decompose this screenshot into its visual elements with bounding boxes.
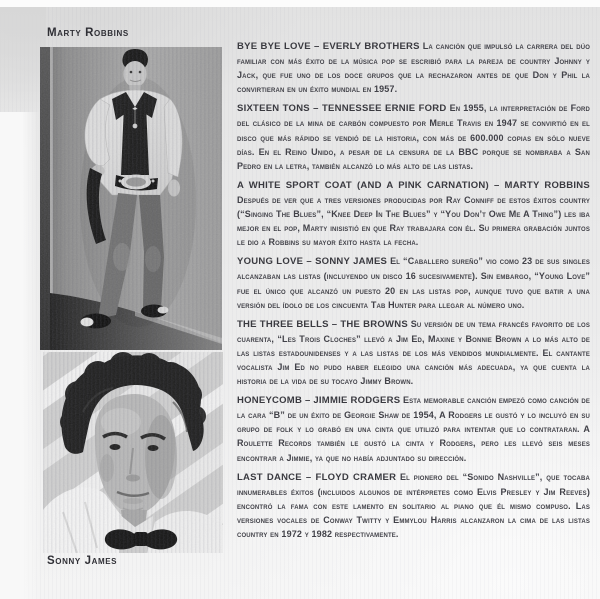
- song-title: YOUNG LOVE – SONNY JAMES: [237, 256, 388, 268]
- song-description: Después de ver que a tres versiones producidas por Ray Conniff de estos éxitos country (“Singing The Blues”, “Knee Deep In The Blues” y “You Don’t Owe Me A Thing”) les iba mejor en el pop, Marty inisistió en que Ray trabajara con él. Su primera grabación juntos le dio a Robbins su mayor éxito hasta la fecha.: [237, 194, 590, 248]
- song-title: LAST DANCE – FLOYD CRAMER: [237, 471, 397, 483]
- song-entry-sixteen-tons: [237, 101, 590, 172]
- song-description: En 1955, la interpretación de Ford del clásico de la mina de carbón compuesto por Merle Travis en 1947 se convirtió en el disco que más rápido se vendió de la historia, con más de 600.000 copias en sólo nueve días. En el Reino Unido, a pesar de la censura de la BBC porque se nombraba a San Pedro en la letra, también alcanzó lo más alto de las listas.: [237, 103, 591, 171]
- sonny-james-photo: [43, 352, 223, 553]
- marty-robbins-photo: [40, 47, 222, 350]
- sonny-james-caption: Sonny James: [47, 555, 118, 567]
- song-title: SIXTEEN TONS – TENNESSEE ERNIE FORD: [237, 103, 447, 115]
- song-entry-honeycomb: [237, 393, 590, 464]
- song-entry-a-white-sport-coat: [237, 178, 590, 249]
- song-description: El “Caballero sureño” vio como 23 de sus singles alcanzaban las listas (incluyendo un disco 16 sucesivamente). Sin embargo, “Young Love” fue el único que alcanzó un puesto 20 en las listas pop, aunque tuvo que batir a una versión del ídolo de los cincuenta Tab Hunter para llegar al número uno.: [237, 256, 590, 310]
- song-entry-bye-bye-love: [237, 39, 590, 96]
- marty-robbins-caption: Marty Robbins: [47, 27, 129, 39]
- song-description: Esta memorable canción empezó como canción de la cara “B” de un éxito de Georgie Shaw de 1954, A Rodgers le gustó y lo incluyó en su grupo de folk y lo grabó en una cinta que utilizó para intentar que lo contrataran. A Roulette Records también le gustó la cinta y Rodgers, pero les llevó seis meses encontrar a Jimmie, ya que no había adjuntado su dirección.: [237, 395, 590, 463]
- song-description: La canción que impulsó la carrera del dúo familiar con más éxito de la música pop se escribió para la pareja de country Johnny y Jack, que fue uno de los doce grupos que la rechazaron antes de que Don y Phil la convirtieran en un éxito mundial en 1957.: [237, 41, 591, 95]
- song-entry-last-dance: [237, 470, 590, 541]
- song-title: HONEYCOMB – JIMMIE RODGERS: [237, 395, 401, 407]
- song-title: A WHITE SPORT COAT (AND A PINK CARNATION) – MARTY ROBBINS: [237, 179, 590, 191]
- scan-left-highlight: [0, 112, 40, 599]
- song-description: Su versión de un tema francés favorito de los cuarenta, “Les Trois Cloches” llevó a Jim Ed, Maxine y Bonnie Brown a lo más alto de las listas estadounidenses y a las listas de los más vendidos mundialmente. El cantante vocalista Jim Ed no pudo haber elegido una canción más adecuada, ya que cuenta la historia de la vida de su tocayo Jimmy Brown.: [237, 318, 590, 387]
- song-entry-the-three-bells: [237, 317, 590, 388]
- scan-top-band: [0, 0, 600, 7]
- song-title: BYE BYE LOVE – EVERLY BROTHERS: [237, 41, 420, 52]
- song-description: El pionero del “Sonido Nashville”, que tocaba innumerables éxitos (incluidos algunos de intérpretes como Elvis Presley y Jim Reeves) encontró la fama con este lamento en solitario al piano que él mismo compuso. Las versiones vocales de Conway Twitty y Emmylou Harris alcanzaron la cima de las listas country en 1972 y 1982 respectivamente.: [237, 471, 590, 539]
- liner-notes-column: [237, 39, 590, 546]
- song-title: THE THREE BELLS – THE BROWNS: [237, 318, 408, 330]
- song-entry-young-love: [237, 254, 590, 311]
